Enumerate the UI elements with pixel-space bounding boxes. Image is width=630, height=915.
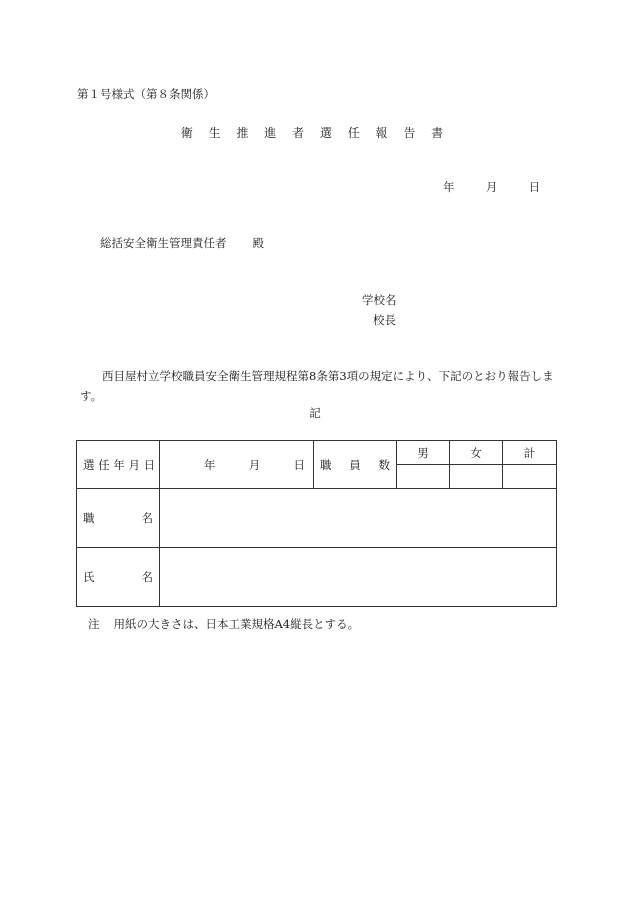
- female-count-field[interactable]: [450, 465, 503, 489]
- principal-label: 校長: [373, 313, 396, 327]
- note-prefix: 注: [88, 617, 100, 631]
- total-count-field[interactable]: [503, 465, 557, 489]
- staff-count-label: 職 員 数: [314, 441, 397, 489]
- document-title: 衛 生 推 進 者 選 任 報 告 書: [180, 126, 450, 140]
- addressee-honorific: 殿: [252, 236, 264, 250]
- male-count-field[interactable]: [397, 465, 450, 489]
- appointment-month: 月: [248, 457, 261, 472]
- appointment-date-label: 選 任 年 月 日: [77, 441, 160, 489]
- position-label: 職 名: [77, 489, 160, 548]
- female-header: 女: [450, 441, 503, 465]
- male-header: 男: [397, 441, 450, 465]
- year-label: 年: [443, 180, 455, 194]
- ki-heading: 記: [309, 406, 321, 420]
- total-header: 計: [503, 441, 557, 465]
- month-label: 月: [485, 180, 498, 194]
- appointment-year: 年: [203, 457, 216, 472]
- addressee-name: 総括安全衛生管理責任者: [100, 236, 227, 250]
- note-text: 用紙の大きさは、日本工業規格A4縦長とする。: [113, 617, 360, 631]
- body-text: 西目屋村立学校職員安全衛生管理規程第8条第3項の規定により、下記のとおり報告します。: [80, 369, 554, 403]
- school-name-label: 学校名: [362, 293, 397, 307]
- day-label: 日: [528, 180, 541, 194]
- position-field[interactable]: [160, 489, 557, 548]
- date-line: [443, 179, 540, 195]
- appointment-date-field[interactable]: [160, 441, 314, 489]
- form-number: 第１号様式（第８条関係）: [77, 87, 215, 101]
- appointment-day: 日: [293, 457, 305, 472]
- addressee: [100, 235, 264, 251]
- record-table: [76, 440, 557, 607]
- footnote: [88, 616, 359, 632]
- name-label: 氏 名: [77, 548, 160, 607]
- name-field[interactable]: [160, 548, 557, 607]
